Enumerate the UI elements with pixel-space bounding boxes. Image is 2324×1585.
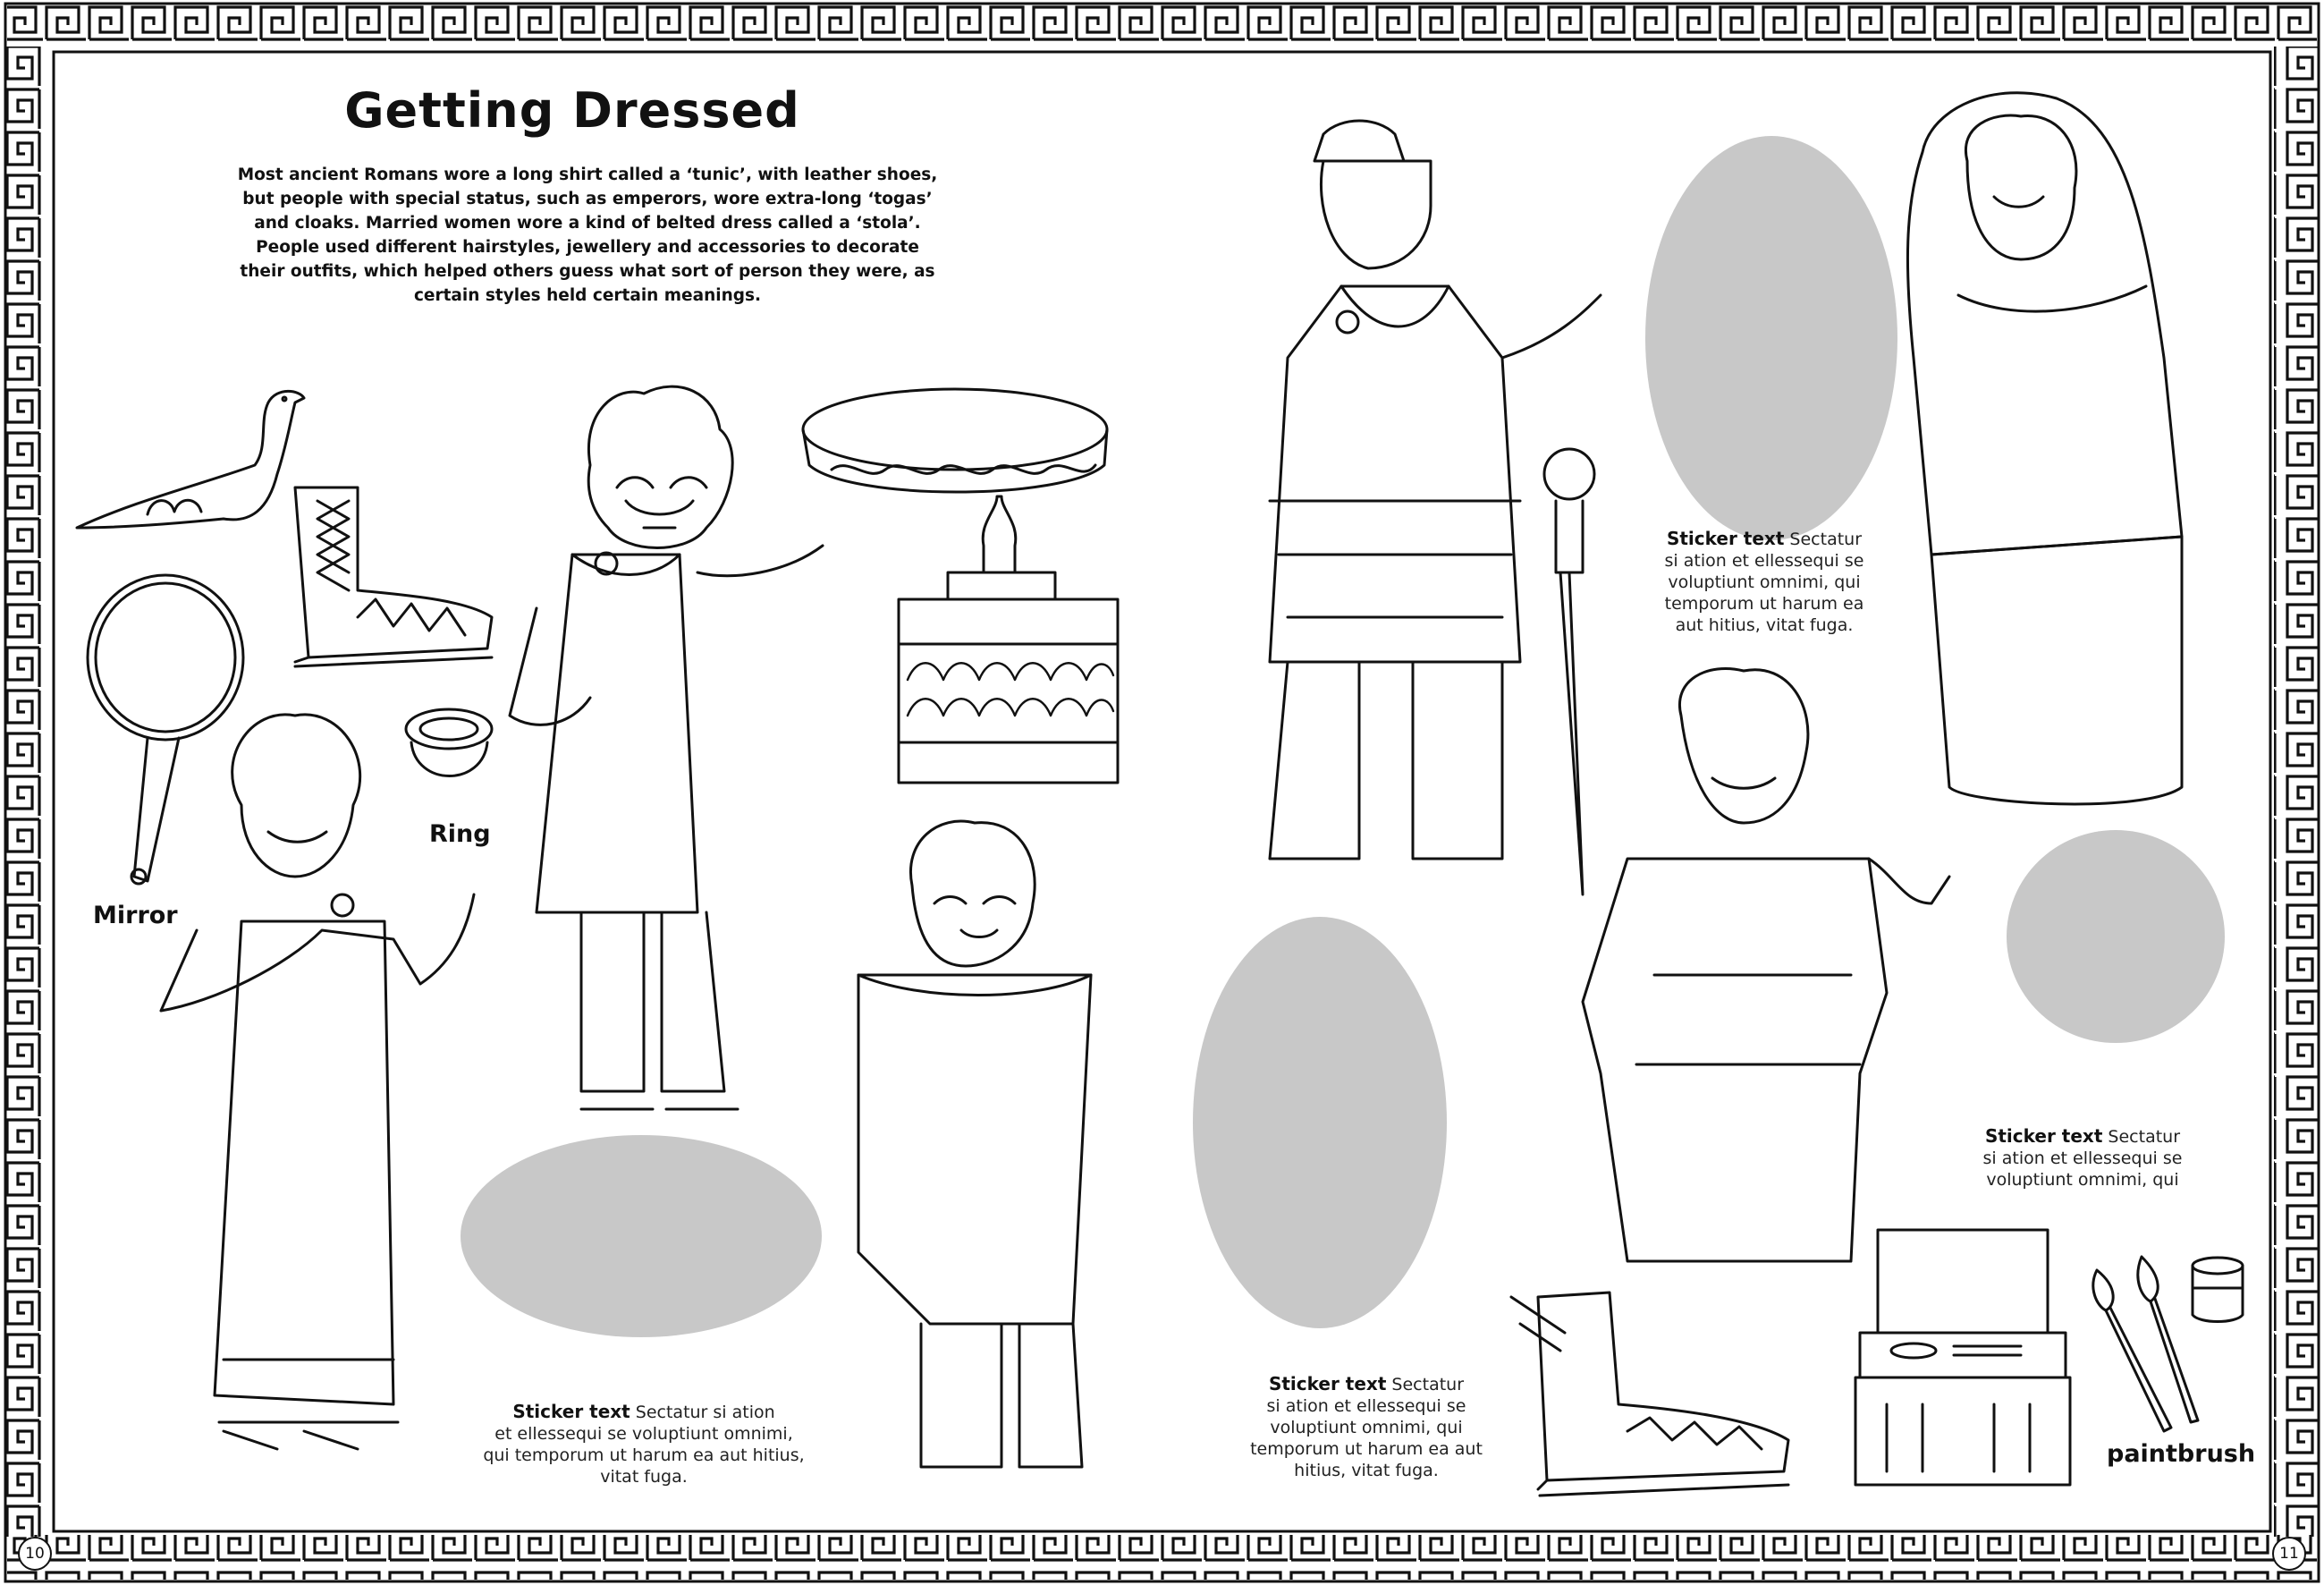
ring-label: Ring <box>429 820 491 848</box>
sticker-body: si ation et ellessequi se voluptiunt omnimi, qui temporum ut harum ea aut hitius, vitat fuga. <box>1664 551 1864 635</box>
sticker-body-first-line: Sectatur <box>2102 1127 2181 1147</box>
sticker-body: si ation et ellessequi se voluptiunt omnimi, qui <box>1982 1148 2183 1190</box>
sticker-text-2 <box>1652 528 1876 636</box>
sticker-body-first-line: Sectatur si ation <box>630 1403 775 1422</box>
sticker-body: et ellessequi se voluptiunt omnimi, qui temporum ut harum ea aut hitius, vitat fuga. <box>483 1424 805 1487</box>
sticker-body: si ation et ellessequi se voluptiunt omnimi, qui temporum ut harum ea aut hitius, vitat fuga. <box>1250 1396 1483 1480</box>
sticker-heading: Sticker text <box>512 1401 630 1422</box>
mirror-label: Mirror <box>93 902 178 929</box>
sticker-heading: Sticker text <box>1268 1373 1387 1394</box>
sticker-space-4[interactable] <box>2007 830 2225 1043</box>
sticker-space-2[interactable] <box>1645 136 1897 540</box>
sticker-space-1[interactable] <box>461 1135 822 1337</box>
sticker-body-first-line: Sectatur <box>1386 1375 1465 1394</box>
sticker-heading: Sticker text <box>1984 1125 2103 1147</box>
paintbrush-label: paintbrush <box>2107 1440 2256 1468</box>
sticker-text-4 <box>1971 1125 2194 1191</box>
page-number-right: 11 <box>2272 1537 2306 1571</box>
sticker-text-1 <box>483 1401 805 1488</box>
page-number-left: 10 <box>18 1537 52 1571</box>
sticker-body-first-line: Sectatur <box>1784 530 1863 549</box>
page-title: Getting Dressed <box>344 82 800 139</box>
sticker-text-3 <box>1250 1373 1483 1481</box>
sticker-space-3[interactable] <box>1193 917 1447 1328</box>
sticker-heading: Sticker text <box>1666 528 1785 549</box>
intro-paragraph: Most ancient Romans wore a long shirt called a ‘tunic’, with leather shoes, but people with special status, such as emperors, wore extra-long ‘togas’ and cloaks. Married women wore a kind of belted dress called a ‘stola’. People used different hairstyles, jewellery and accessories to decorate their outfits, which helped others guess what sort of person they were, as certain styles held certain meanings. <box>237 165 938 305</box>
